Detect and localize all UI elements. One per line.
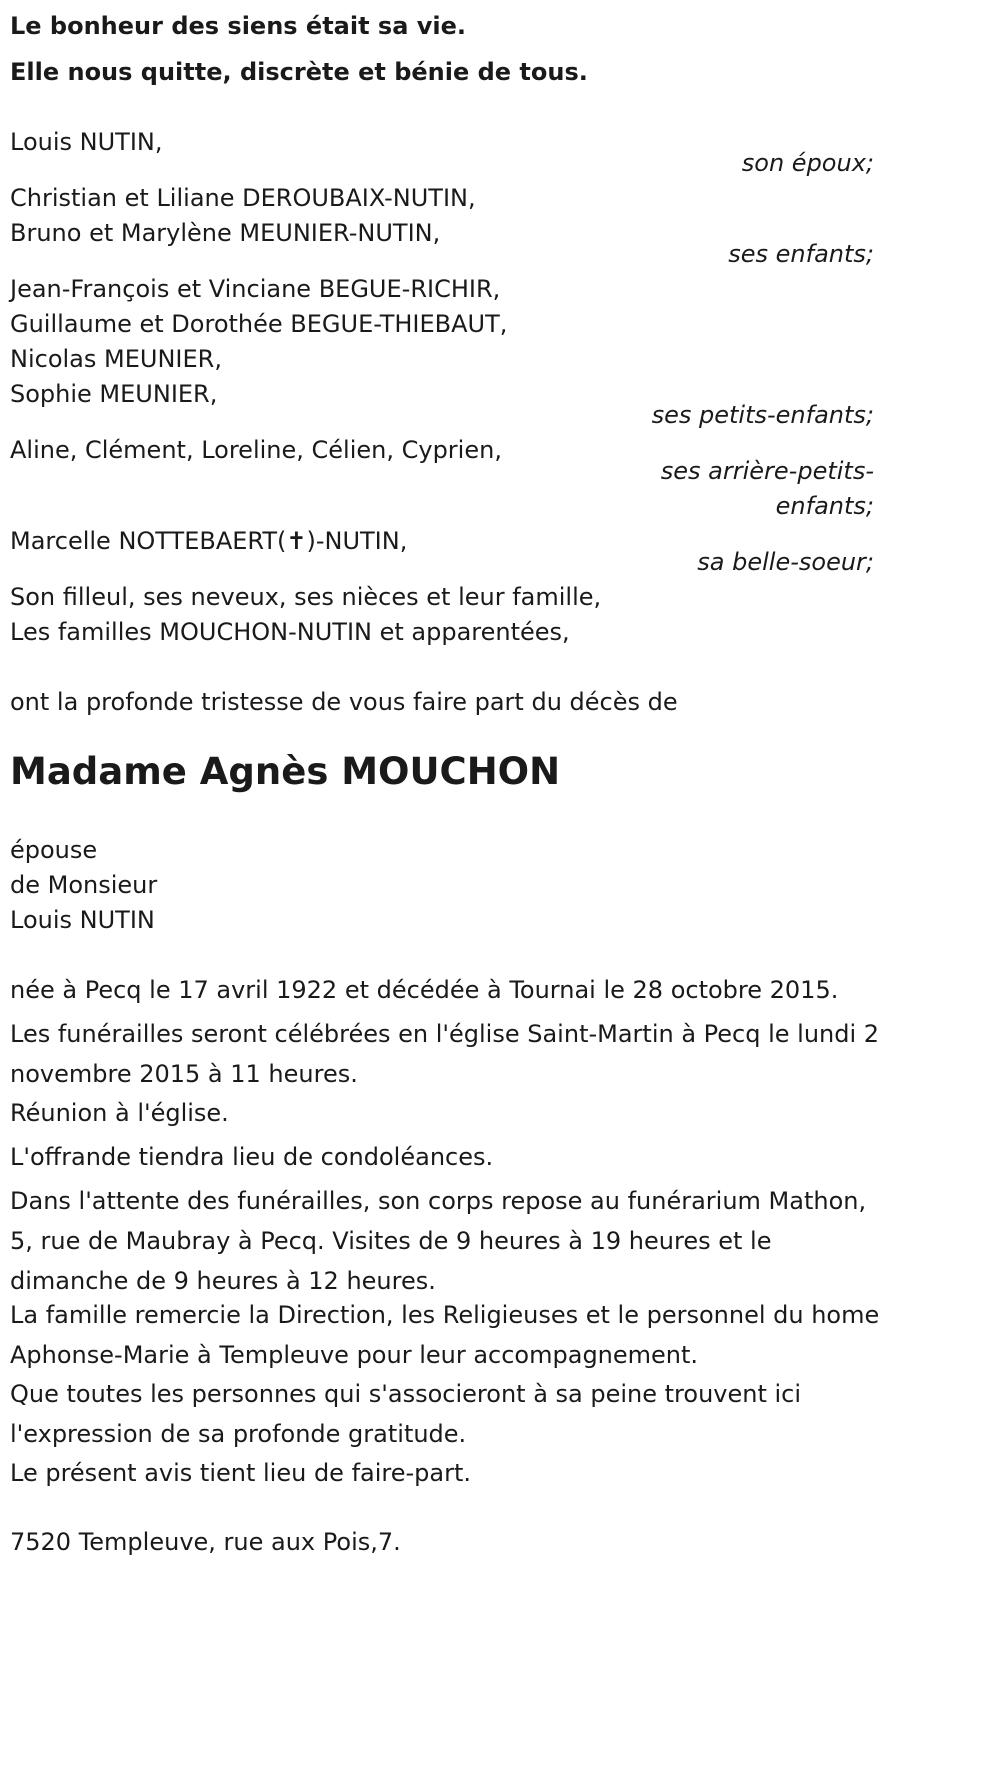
child-2: Bruno et Marylène MEUNIER-NUTIN, <box>10 219 441 247</box>
notice-info: Le présent avis tient lieu de faire-part. <box>10 1459 472 1487</box>
thanks-info: La famille remercie la Direction, les Religieuses et le personnel du home Aphonse-Marie à Templeuve pour leur accompagnement. <box>10 1301 880 1369</box>
child-1: Christian et Liliane DEROUBAIX-NUTIN, <box>10 184 476 212</box>
sister-in-law: Marcelle NOTTEBAERT(✝)-NUTIN, <box>10 527 408 555</box>
spouse-line-1: épouse <box>10 836 98 864</box>
great-grandchildren-relation-2: enfants; <box>775 492 874 520</box>
announcement: ont la profonde tristesse de vous faire part du décès de <box>10 688 678 716</box>
gratitude-info: Que toutes les personnes qui s'associeront à sa peine trouvent ici l'expression de sa profonde gratitude. <box>10 1380 802 1448</box>
spouse-line-2: de Monsieur <box>10 871 158 899</box>
spouse-name: Louis NUTIN, <box>10 128 163 156</box>
address: 7520 Templeuve, rue aux Pois,7. <box>10 1528 401 1556</box>
great-grandchildren: Aline, Clément, Loreline, Célien, Cyprien, <box>10 436 502 464</box>
birth-death: née à Pecq le 17 avril 1922 et décédée à Tournai le 28 octobre 2015. <box>10 976 839 1004</box>
offering-info: L'offrande tiendra lieu de condoléances. <box>10 1143 494 1171</box>
great-grandchildren-relation-1: ses arrière-petits- <box>660 457 874 485</box>
grandchild-1: Jean-François et Vinciane BEGUE-RICHIR, <box>10 275 501 303</box>
funeral-info: Les funérailles seront célébrées en l'église Saint-Martin à Pecq le lundi 2 novembre 2015 à 11 heures. <box>10 1020 880 1088</box>
grandchildren-relation: ses petits-enfants; <box>651 401 874 429</box>
grandchild-3: Nicolas MEUNIER, <box>10 345 222 373</box>
spouse-relation: son époux; <box>741 149 874 177</box>
spouse-line-3: Louis NUTIN <box>10 906 155 934</box>
sister-in-law-relation: sa belle-soeur; <box>697 548 874 576</box>
grandchild-2: Guillaume et Dorothée BEGUE-THIEBAUT, <box>10 310 508 338</box>
children-relation: ses enfants; <box>728 240 874 268</box>
header-line-1: Le bonheur des siens était sa vie. <box>10 12 467 40</box>
deceased-name: Madame Agnès MOUCHON <box>10 750 561 793</box>
others-line-1: Son filleul, ses neveux, ses nièces et leur famille, <box>10 583 602 611</box>
grandchild-4: Sophie MEUNIER, <box>10 380 218 408</box>
visitation-info: Dans l'attente des funérailles, son corps repose au funérarium Mathon, 5, rue de Maubray à Pecq. Visites de 9 heures à 19 heures et le dimanche de 9 heures à 12 heures. <box>10 1187 867 1295</box>
others-line-2: Les familles MOUCHON-NUTIN et apparentées, <box>10 618 570 646</box>
meeting-info: Réunion à l'église. <box>10 1099 229 1127</box>
header-line-2: Elle nous quitte, discrète et bénie de tous. <box>10 58 588 86</box>
